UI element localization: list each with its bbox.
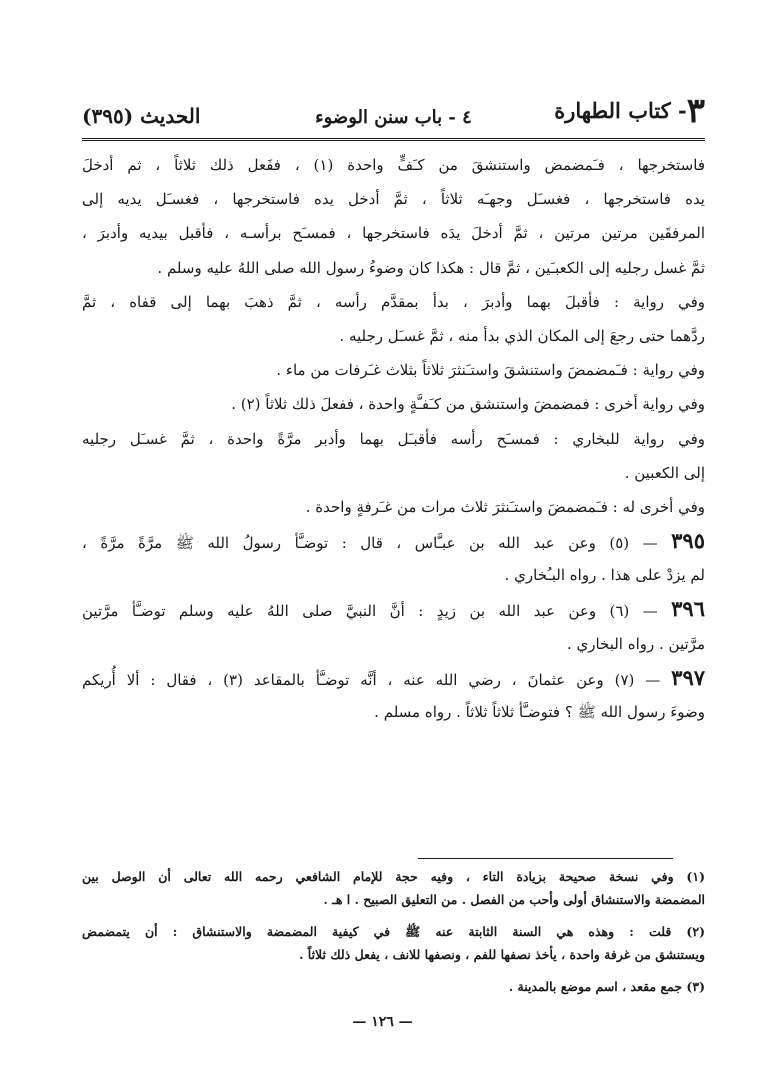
footnote-separator [418, 858, 673, 859]
hadith-number: ٣٩٥ [671, 528, 705, 554]
hadith-reference: الحديث (٣٩٥) [82, 104, 201, 128]
text-line: وفي رواية للبخاري : فمسـَح رأسه فأقبـَل بهما وأدبر مرَّةً واحدة ، ثمَّ غسـَل رجليه [82, 429, 705, 448]
text-line: وضوءَ رسول الله ﷺ ؟ فتوضـَّأ ثلاثاً ثلاثاً . رواه مسلم . [374, 703, 705, 721]
text-line: فاستخرجها ، فـَمضمض واستنشقَ من كـَفٍّ واحدة (١) ، ففَعل ذلك ثلاثاً ، ثم أدخلَ [82, 156, 705, 174]
text-line: وفي رواية أخرى : فمضمضَ واستنشق من كـَفـَّةٍ واحدة ، ففعلَ ذلك ثلاثاً (٢) . [231, 395, 705, 414]
hadith-number: ٣٩٧ [671, 664, 705, 690]
text-line: لم يزدْ على هذا . رواه البـُخاري . [504, 566, 705, 585]
text-line: وفي رواية : فـَمضمضَ واستنشقَ واستـَنثرَ ثلاثاً بثلاث غـَرفات من ماء . [276, 361, 705, 380]
text-line: وفي أخرى له : فـَمضمضَ واستـَنثرَ ثلاث مرات من غـَرفةٍ واحدة . [305, 497, 705, 516]
hadith-number: ٣٩٦ [671, 596, 705, 622]
chapter-title: ٤ - باب سنن الوضوء [315, 107, 472, 128]
text-line: المرفقَين مرتين مرتين ، ثمَّ أدخلَ يدَه فاستخرجها ، فمسـَح برأسـه ، فأقبل بيديه وأدبرَ ، [82, 224, 705, 243]
text-line: إلى الكعبين . [624, 463, 705, 482]
book-title-text: - كتاب الطهارة [554, 98, 687, 123]
footnote-line: المضمضة والاستنشاق أولى وأحب من الفصل . من التعليق الصبيح . ا هـ . [323, 891, 705, 907]
text-line: ثمَّ غسل رجليه إلى الكعبـَين ، ثمَّ قال : هكذا كان وضوءُ رسول الله صلى اللهُ عليه وسلم . [157, 258, 705, 277]
footnote-line: (٢) قلت : وهذه هي السنة الثابتة عنه ﷺ في كيفية المضمضة والاستنشاق : أن يتمضمض [82, 924, 705, 939]
text-line: ٣٩٦ — (٦) وعن عبد الله بن زيدٍ : أنَّ النبيَّ صلى اللهُ عليه وسلم توضـَّأ مرَّتين [82, 596, 705, 622]
text-line: ٣٩٧ — (٧) وعن عثمانَ ، رضي الله عنه ، أنَّه توضـَّأ بالمقاعد (٣) ، فقال : ألا أُريكم [82, 664, 705, 690]
footnote-line: (٣) جمع مقعد ، اسم موضع بالمدينة . [508, 979, 705, 994]
page-number: — ١٢٦ — [352, 1014, 413, 1030]
footnotes [82, 866, 705, 999]
text-line: وفي رواية : فأقبلَ بهما وأدبرَ ، بدأ بمقدَّم رأسه ، ثمَّ ذهبَ بهما إلى قفاه ، ثمَّ [82, 292, 705, 311]
text-line: مرَّتين . رواه البخاري . [566, 634, 705, 653]
text-line: يده فاستخرجها ، فغسـَل وجهـَه ثلاثاً ، ثمَّ أدخل يده فاستخرجها ، فغسـَل يديه إلى [82, 190, 705, 209]
running-header [82, 92, 705, 136]
footnote-line: (١) وفي نسخة صحيحة بزيادة التاء ، وفيه حجة للإمام الشافعي رحمه الله تعالى أن الوصل بين [82, 869, 705, 884]
header-rule [82, 138, 705, 141]
text-line: ردَّهما حتى رجعَ إلى المكان الذي بدأ منه ، ثمَّ غسـَل رجليه . [339, 326, 705, 345]
footnote-line: ويستنشق من غرفة واحدة ، يأخذ نصفها للفم ، ونصفها للانف ، يفعل ذلك ثلاثاً . [299, 946, 705, 962]
text-line: ٣٩٥ — (٥) وعن عبد الله بن عبـَّاس ، قال : توضـَّأ رسولُ الله ﷺ مرَّةً مرَّةً ، [82, 528, 705, 554]
main-text [82, 148, 705, 729]
book-number: ٣ [686, 91, 705, 131]
